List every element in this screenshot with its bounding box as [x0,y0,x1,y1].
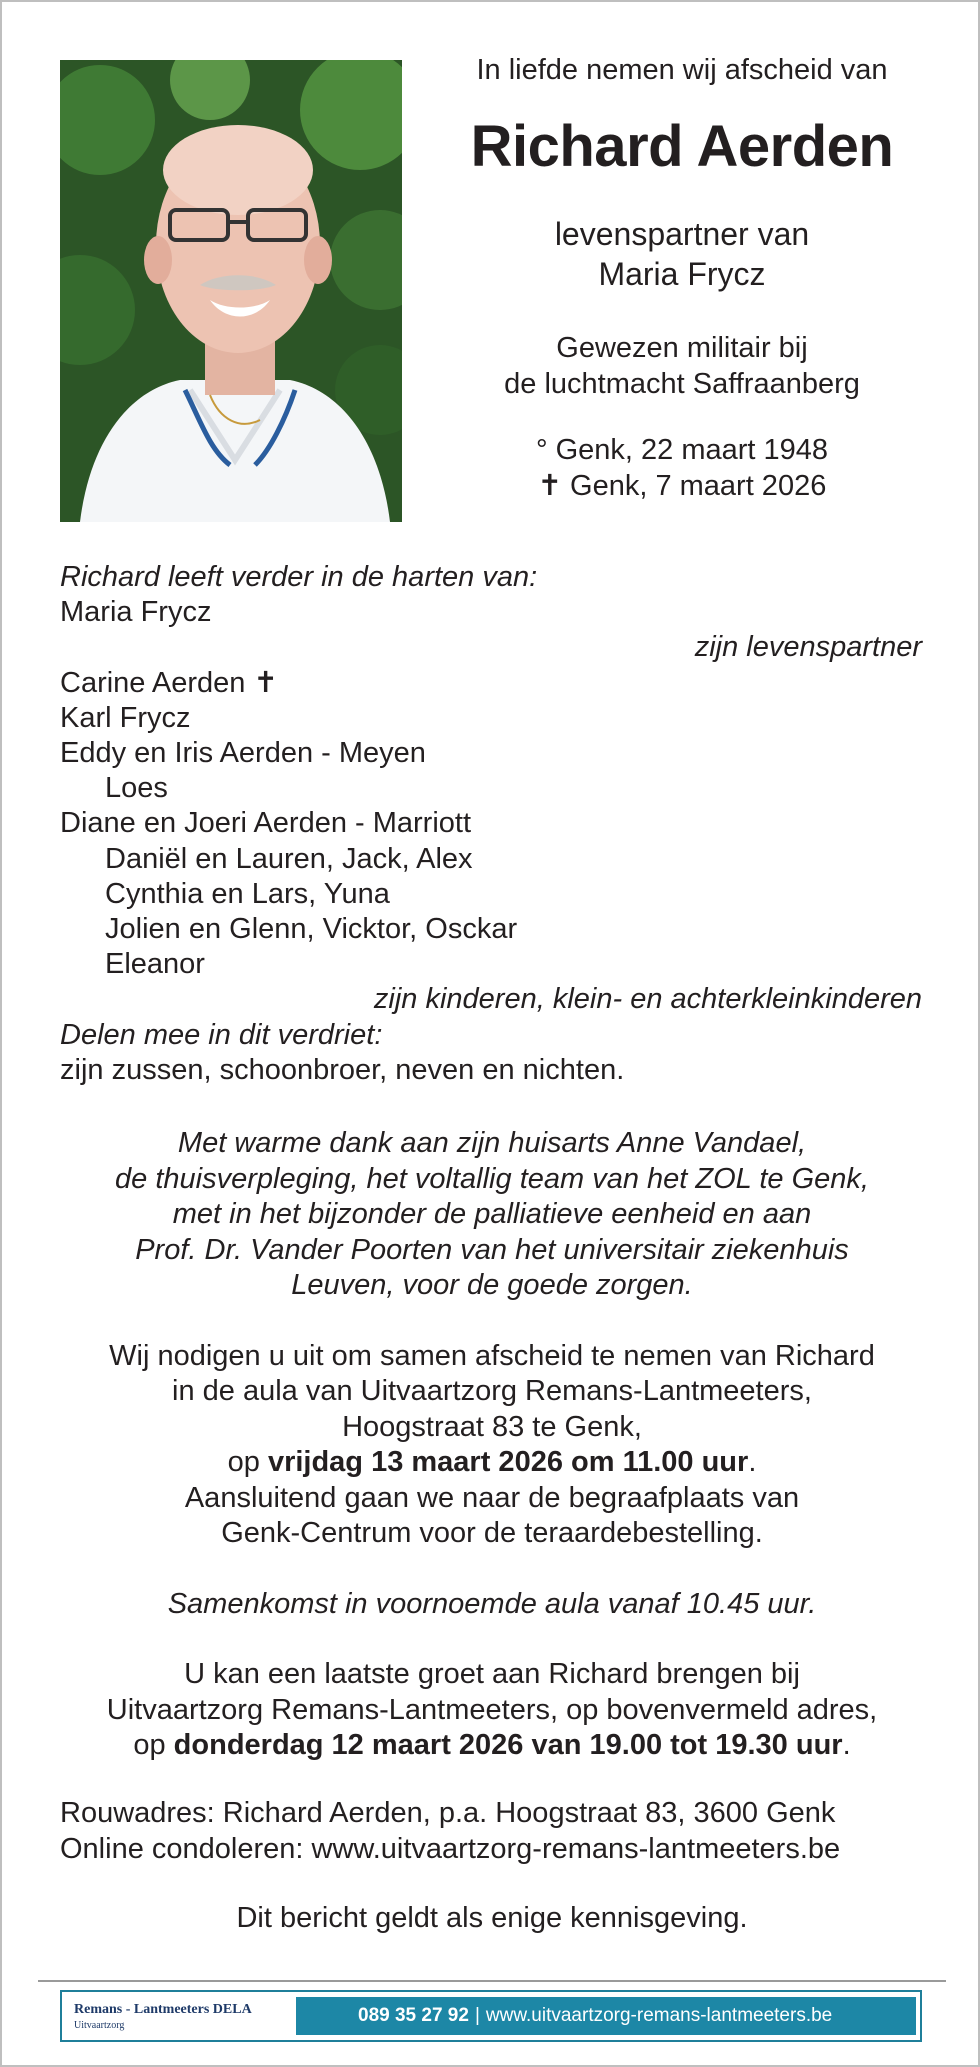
partner-line: levenspartner van [554,216,810,252]
invite-line: Aansluitend gaan we naar de begraafplaats van [184,1481,800,1514]
visit-date: donderdag 12 maart 2026 van 19.00 tot 19.30 uur [173,1729,843,1761]
thanks-line: Leuven, voor de goede zorgen. [291,1269,693,1301]
partner-name-line: Maria Frycz [60,596,212,629]
logo-name: Remans - Lantmeeters DELA [74,2001,252,2017]
deceased-name: Richard Aerden [470,114,894,179]
family-member: Eddy en Iris Aerden - Meyen [60,737,426,770]
body-block [42,1126,942,1764]
family-member: Carine Aerden ✝ [60,666,278,699]
invite-block [42,1339,942,1552]
share-text: zijn zussen, schoonbroer, neven en nichten. [60,1053,625,1086]
military-line-2: de luchtmacht Saffraanberg [504,368,860,400]
footer-separator: | [474,2005,480,2026]
intro-text: In liefde nemen wij afscheid van [476,54,888,86]
invite-date: vrijdag 13 maart 2026 om 11.00 uur [267,1446,749,1478]
death-date: ✝ Genk, 7 maart 2026 [537,470,827,502]
visit-date-line [42,1728,942,1764]
children-list [60,666,922,983]
partner-block [422,214,942,294]
portrait-illustration [60,60,402,522]
thanks-line: Prof. Dr. Vander Poorten van het universitair ziekenhuis [135,1233,849,1266]
funeral-home-logo [62,2002,296,2031]
thanks-line: met in het bijzonder de palliatieve eenheid en aan [172,1198,812,1230]
family-member: Loes [105,772,168,805]
family-intro: Richard leeft verder in de harten van: [60,561,538,593]
family-member: Jolien en Glenn, Vicktor, Osckar [105,913,518,946]
contact-block [60,1796,960,1867]
family-block [60,560,922,1088]
share-intro: Delen mee in dit verdriet: [60,1018,383,1051]
header-block [422,54,942,504]
invite-date-pre: op [227,1446,268,1478]
invite-line: in de aula van Uitvaartzorg Remans-Lantmeeters, [172,1375,812,1407]
partner-name: Maria Frycz [598,256,766,292]
invite-line: Genk-Centrum voor de teraardebestelling. [221,1517,763,1549]
thanks-line: de thuisverpleging, het voltallig team van het ZOL te Genk, [115,1162,869,1195]
birth-date: ° Genk, 22 maart 1948 [535,434,829,466]
mourning-address: Rouwadres: Richard Aerden, p.a. Hoogstraat 83, 3600 Genk [60,1797,836,1829]
invite-date-line [42,1445,942,1481]
family-member: Cynthia en Lars, Yuna [105,877,390,910]
family-member: Daniël en Lauren, Jack, Alex [105,842,473,875]
thanks-line: Met warme dank aan zijn huisarts Anne Vandael, [177,1127,807,1159]
notice-text: Dit bericht geldt als enige kennisgeving. [236,1902,748,1934]
children-role: zijn kinderen, klein- en achterkleinkinderen [373,983,922,1016]
visit-date-pre: op [133,1729,174,1761]
footer-contact-bar [296,1997,916,2035]
portrait-photo [60,60,402,522]
website-link[interactable]: www.uitvaartzorg-remans-lantmeeters.be [485,2005,833,2026]
dates-block [422,432,942,504]
phone-number[interactable]: 089 35 27 92 [358,2005,469,2026]
invite-line: Wij nodigen u uit om samen afscheid te nemen van Richard [109,1339,875,1372]
visit-line: Uitvaartzorg Remans-Lantmeeters, op bovenvermeld adres, [106,1693,878,1726]
logo-subtitle: Uitvaartzorg [74,2019,125,2031]
thanks-block [42,1126,942,1304]
funeral-home-footer [60,1990,922,2042]
visit-line: U kan een laatste groet aan Richard brengen bij [184,1658,800,1690]
family-member: Eleanor [105,948,205,981]
military-line-1: Gewezen militair bij [556,332,808,364]
visit-date-post: . [842,1729,851,1761]
family-member: Karl Frycz [60,701,191,734]
online-condolence: Online condoleren: www.uitvaartzorg-remans-lantmeeters.be [60,1832,841,1865]
invite-line: Hoogstraat 83 te Genk, [342,1410,642,1443]
family-member: Diane en Joeri Aerden - Marriott [60,807,472,840]
gathering-text: Samenkomst in voornoemde aula vanaf 10.45 uur. [167,1587,817,1620]
visit-block [42,1657,942,1764]
partner-role: zijn levenspartner [694,631,922,664]
footer-divider [38,1980,946,1982]
invite-date-post: . [748,1446,757,1478]
military-block [422,330,942,402]
